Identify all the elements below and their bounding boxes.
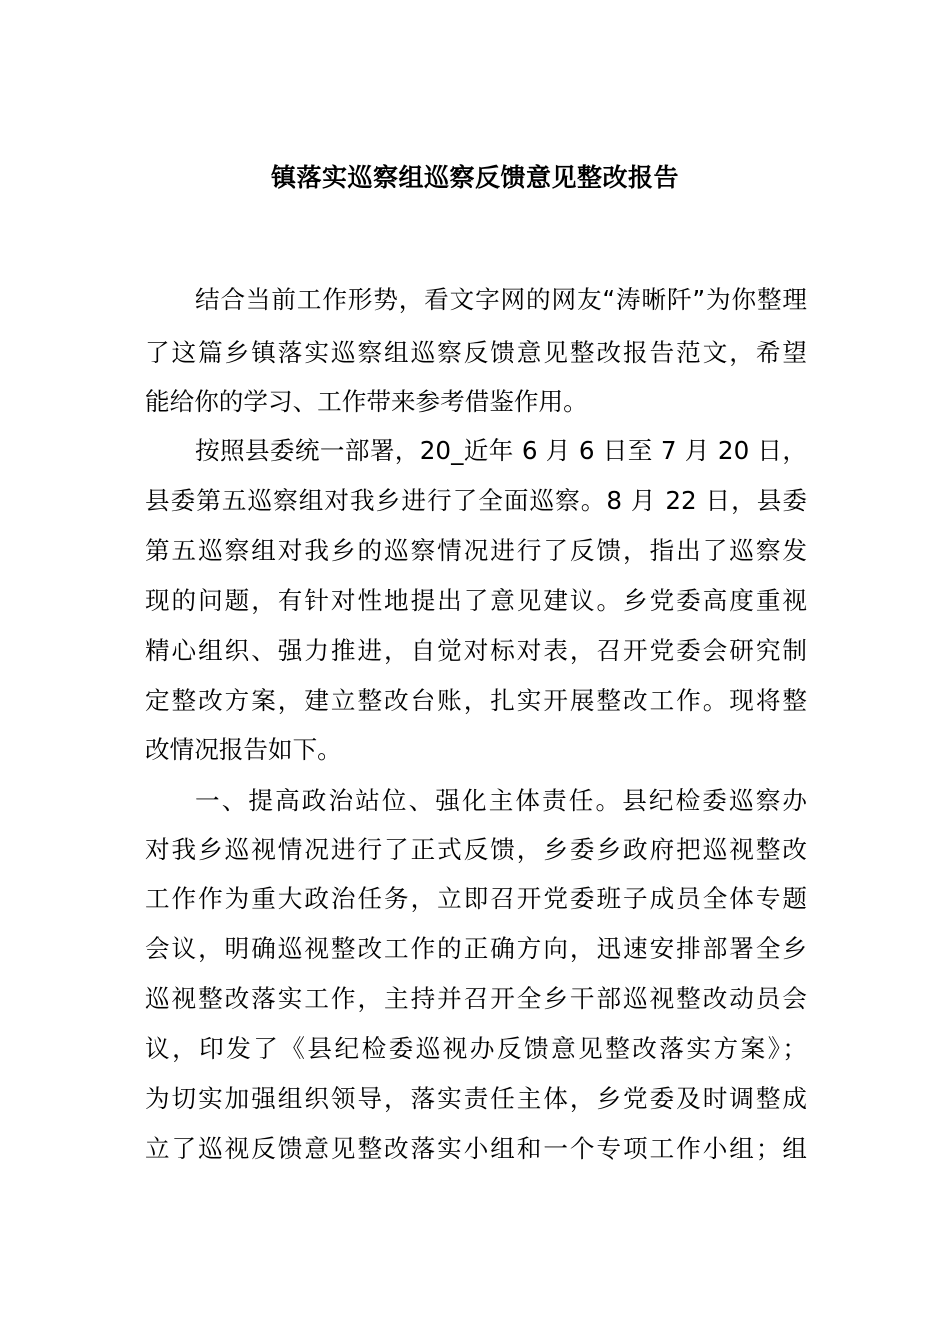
paragraph-3-line-3: 工作作为重大政治任务，立即召开党委班子成员全体专题	[145, 884, 807, 913]
paragraph-2-line-4: 现的问题，有针对性地提出了意见建议。乡党委高度重视	[145, 586, 807, 615]
paragraph-2-line-3: 第五巡察组对我乡的巡察情况进行了反馈，指出了巡察发	[145, 536, 807, 565]
paragraph-1-line-2: 了这篇乡镇落实巡察组巡察反馈意见整改报告范文，希望	[145, 338, 807, 367]
paragraph-3-line-2: 对我乡巡视情况进行了正式反馈，乡委乡政府把巡视整改	[145, 835, 807, 864]
paragraph-3-line-4: 会议，明确巡视整改工作的正确方向，迅速安排部署全乡	[145, 934, 807, 963]
paragraph-3-line-8: 立了巡视反馈意见整改落实小组和一个专项工作小组；组	[145, 1134, 807, 1163]
paragraph-2-line-7: 改情况报告如下。	[145, 735, 342, 764]
paragraph-2-line-5: 精心组织、强力推进，自觉对标对表，召开党委会研究制	[145, 636, 807, 665]
paragraph-2-line-1: 按照县委统一部署，20_近年 6 月 6 日至 7 月 20 日，	[195, 436, 807, 465]
paragraph-3-line-6: 议，印发了《县纪检委巡视办反馈意见整改落实方案》；	[145, 1034, 807, 1063]
paragraph-1-line-3: 能给你的学习、工作带来参考借鉴作用。	[145, 387, 588, 416]
paragraph-3-line-5: 巡视整改落实工作，主持并召开全乡干部巡视整改动员会	[145, 984, 807, 1013]
paragraph-3-line-7: 为切实加强组织领导，落实责任主体，乡党委及时调整成	[145, 1084, 807, 1113]
paragraph-2-line-2: 县委第五巡察组对我乡进行了全面巡察。8 月 22 日，县委	[145, 486, 807, 515]
document-title: 镇落实巡察组巡察反馈意见整改报告	[270, 163, 679, 192]
paragraph-2-line-6: 定整改方案，建立整改台账，扎实开展整改工作。现将整	[145, 686, 807, 715]
paragraph-3-line-1: 一、提高政治站位、强化主体责任。县纪检委巡察办	[195, 786, 807, 815]
paragraph-1-line-1: 结合当前工作形势，看文字网的网友“涛晰阡”为你整理	[195, 285, 807, 314]
